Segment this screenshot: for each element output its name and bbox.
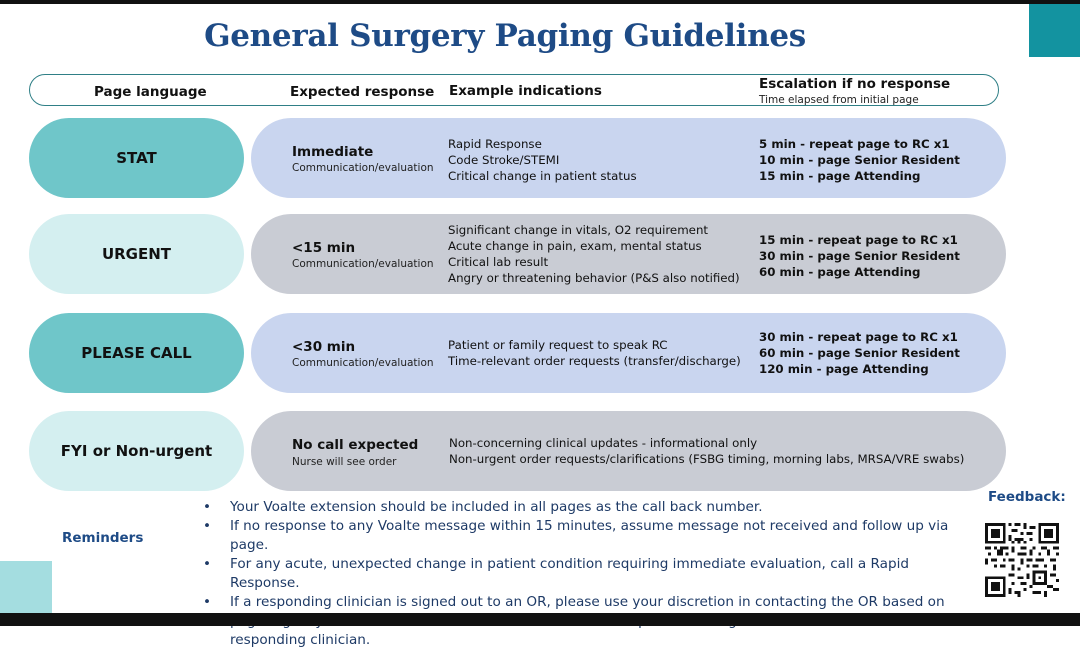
response-sub: Communication/evaluation bbox=[292, 162, 434, 174]
example-item: Patient or family request to speak RC bbox=[448, 338, 668, 352]
level-label: PLEASE CALL bbox=[81, 344, 192, 362]
response-sub: Communication/evaluation bbox=[292, 357, 434, 369]
reminders-label: Reminders bbox=[62, 530, 144, 546]
bottom-border bbox=[0, 613, 1080, 626]
example-item: Time-relevant order requests (transfer/discharge) bbox=[448, 354, 741, 368]
level-pill-please-call bbox=[29, 313, 244, 393]
example-list bbox=[448, 337, 741, 369]
bullet: • bbox=[203, 518, 212, 534]
bullet: • bbox=[203, 499, 212, 515]
example-item: Rapid Response bbox=[448, 137, 542, 151]
reminder-text: Your Voalte extension should be included in all pages as the call back number. bbox=[230, 499, 763, 515]
reminder-text: If a responding clinician is signed out to an OR, please use your discretion in contacting the OR based on responding clinician. bbox=[230, 594, 945, 648]
escalation-list bbox=[759, 136, 960, 184]
escalation-item: 5 min - repeat page to RC x1 bbox=[759, 137, 950, 151]
feedback-label: Feedback: bbox=[988, 489, 1066, 505]
example-item: Significant change in vitals, O2 requirement bbox=[448, 223, 709, 237]
reminder-text: For any acute, unexpected change in patient condition requiring immediate evaluation, call a Rapid Response. bbox=[230, 556, 910, 591]
response-sub: Communication/evaluation bbox=[292, 258, 434, 270]
header-escalation-sub: Time elapsed from initial page bbox=[759, 94, 919, 106]
qr-code[interactable] bbox=[985, 523, 1059, 597]
header-expected-response: Expected response bbox=[290, 84, 435, 100]
level-label: FYI or Non-urgent bbox=[60, 442, 213, 460]
example-list bbox=[448, 222, 740, 286]
example-item: Angry or threatening behavior (P&S also notified) bbox=[448, 271, 740, 285]
example-item: Non-concerning clinical updates - informational only bbox=[449, 436, 758, 450]
example-list bbox=[449, 435, 964, 467]
bullet: • bbox=[203, 594, 212, 610]
example-item: Critical lab result bbox=[448, 255, 549, 269]
escalation-item: 60 min - page Attending bbox=[759, 265, 921, 279]
reminder-item bbox=[203, 498, 973, 517]
example-item: Critical change in patient status bbox=[448, 169, 637, 183]
escalation-item: 15 min - repeat page to RC x1 bbox=[759, 233, 958, 247]
escalation-item: 60 min - page Senior Resident bbox=[759, 346, 960, 360]
escalation-item: 30 min - repeat page to RC x1 bbox=[759, 330, 958, 344]
example-item: Non-urgent order requests/clarifications (FSBG timing, morning labs, MRSA/VRE swabs) bbox=[449, 452, 965, 466]
reminder-item bbox=[203, 555, 973, 593]
bullet: • bbox=[203, 556, 212, 572]
level-pill-fyi bbox=[29, 411, 244, 491]
example-list bbox=[448, 136, 637, 184]
escalation-list bbox=[759, 232, 960, 280]
response-time: <30 min bbox=[292, 339, 356, 355]
escalation-item: 120 min - page Attending bbox=[759, 362, 929, 376]
escalation-item: 30 min - page Senior Resident bbox=[759, 249, 960, 263]
response-time: <15 min bbox=[292, 240, 356, 256]
escalation-list bbox=[759, 329, 960, 377]
header-escalation: Escalation if no response bbox=[759, 76, 951, 92]
header-example-indications: Example indications bbox=[449, 83, 602, 99]
reminder-text: If no response to any Voalte message within 15 minutes, assume message not received and follow up via page. bbox=[230, 518, 949, 553]
example-item: Code Stroke/STEMI bbox=[448, 153, 560, 167]
example-item: Acute change in pain, exam, mental status bbox=[448, 239, 702, 253]
reminders-list bbox=[203, 498, 973, 650]
escalation-item: 10 min - page Senior Resident bbox=[759, 153, 960, 167]
top-border bbox=[0, 0, 1080, 4]
header-page-language: Page language bbox=[94, 84, 207, 100]
response-time: Immediate bbox=[292, 144, 374, 160]
escalation-item: 15 min - page Attending bbox=[759, 169, 921, 183]
page-title: General Surgery Paging Guidelines bbox=[204, 18, 806, 54]
corner-accent-bottom-left bbox=[0, 561, 52, 613]
response-time: No call expected bbox=[292, 437, 419, 453]
level-pill-stat bbox=[29, 118, 244, 198]
corner-accent-top-right bbox=[1029, 4, 1080, 57]
reminder-item bbox=[203, 517, 973, 555]
level-label: STAT bbox=[116, 149, 157, 167]
level-pill-urgent bbox=[29, 214, 244, 294]
level-label: URGENT bbox=[101, 245, 172, 263]
response-sub: Nurse will see order bbox=[292, 456, 397, 468]
